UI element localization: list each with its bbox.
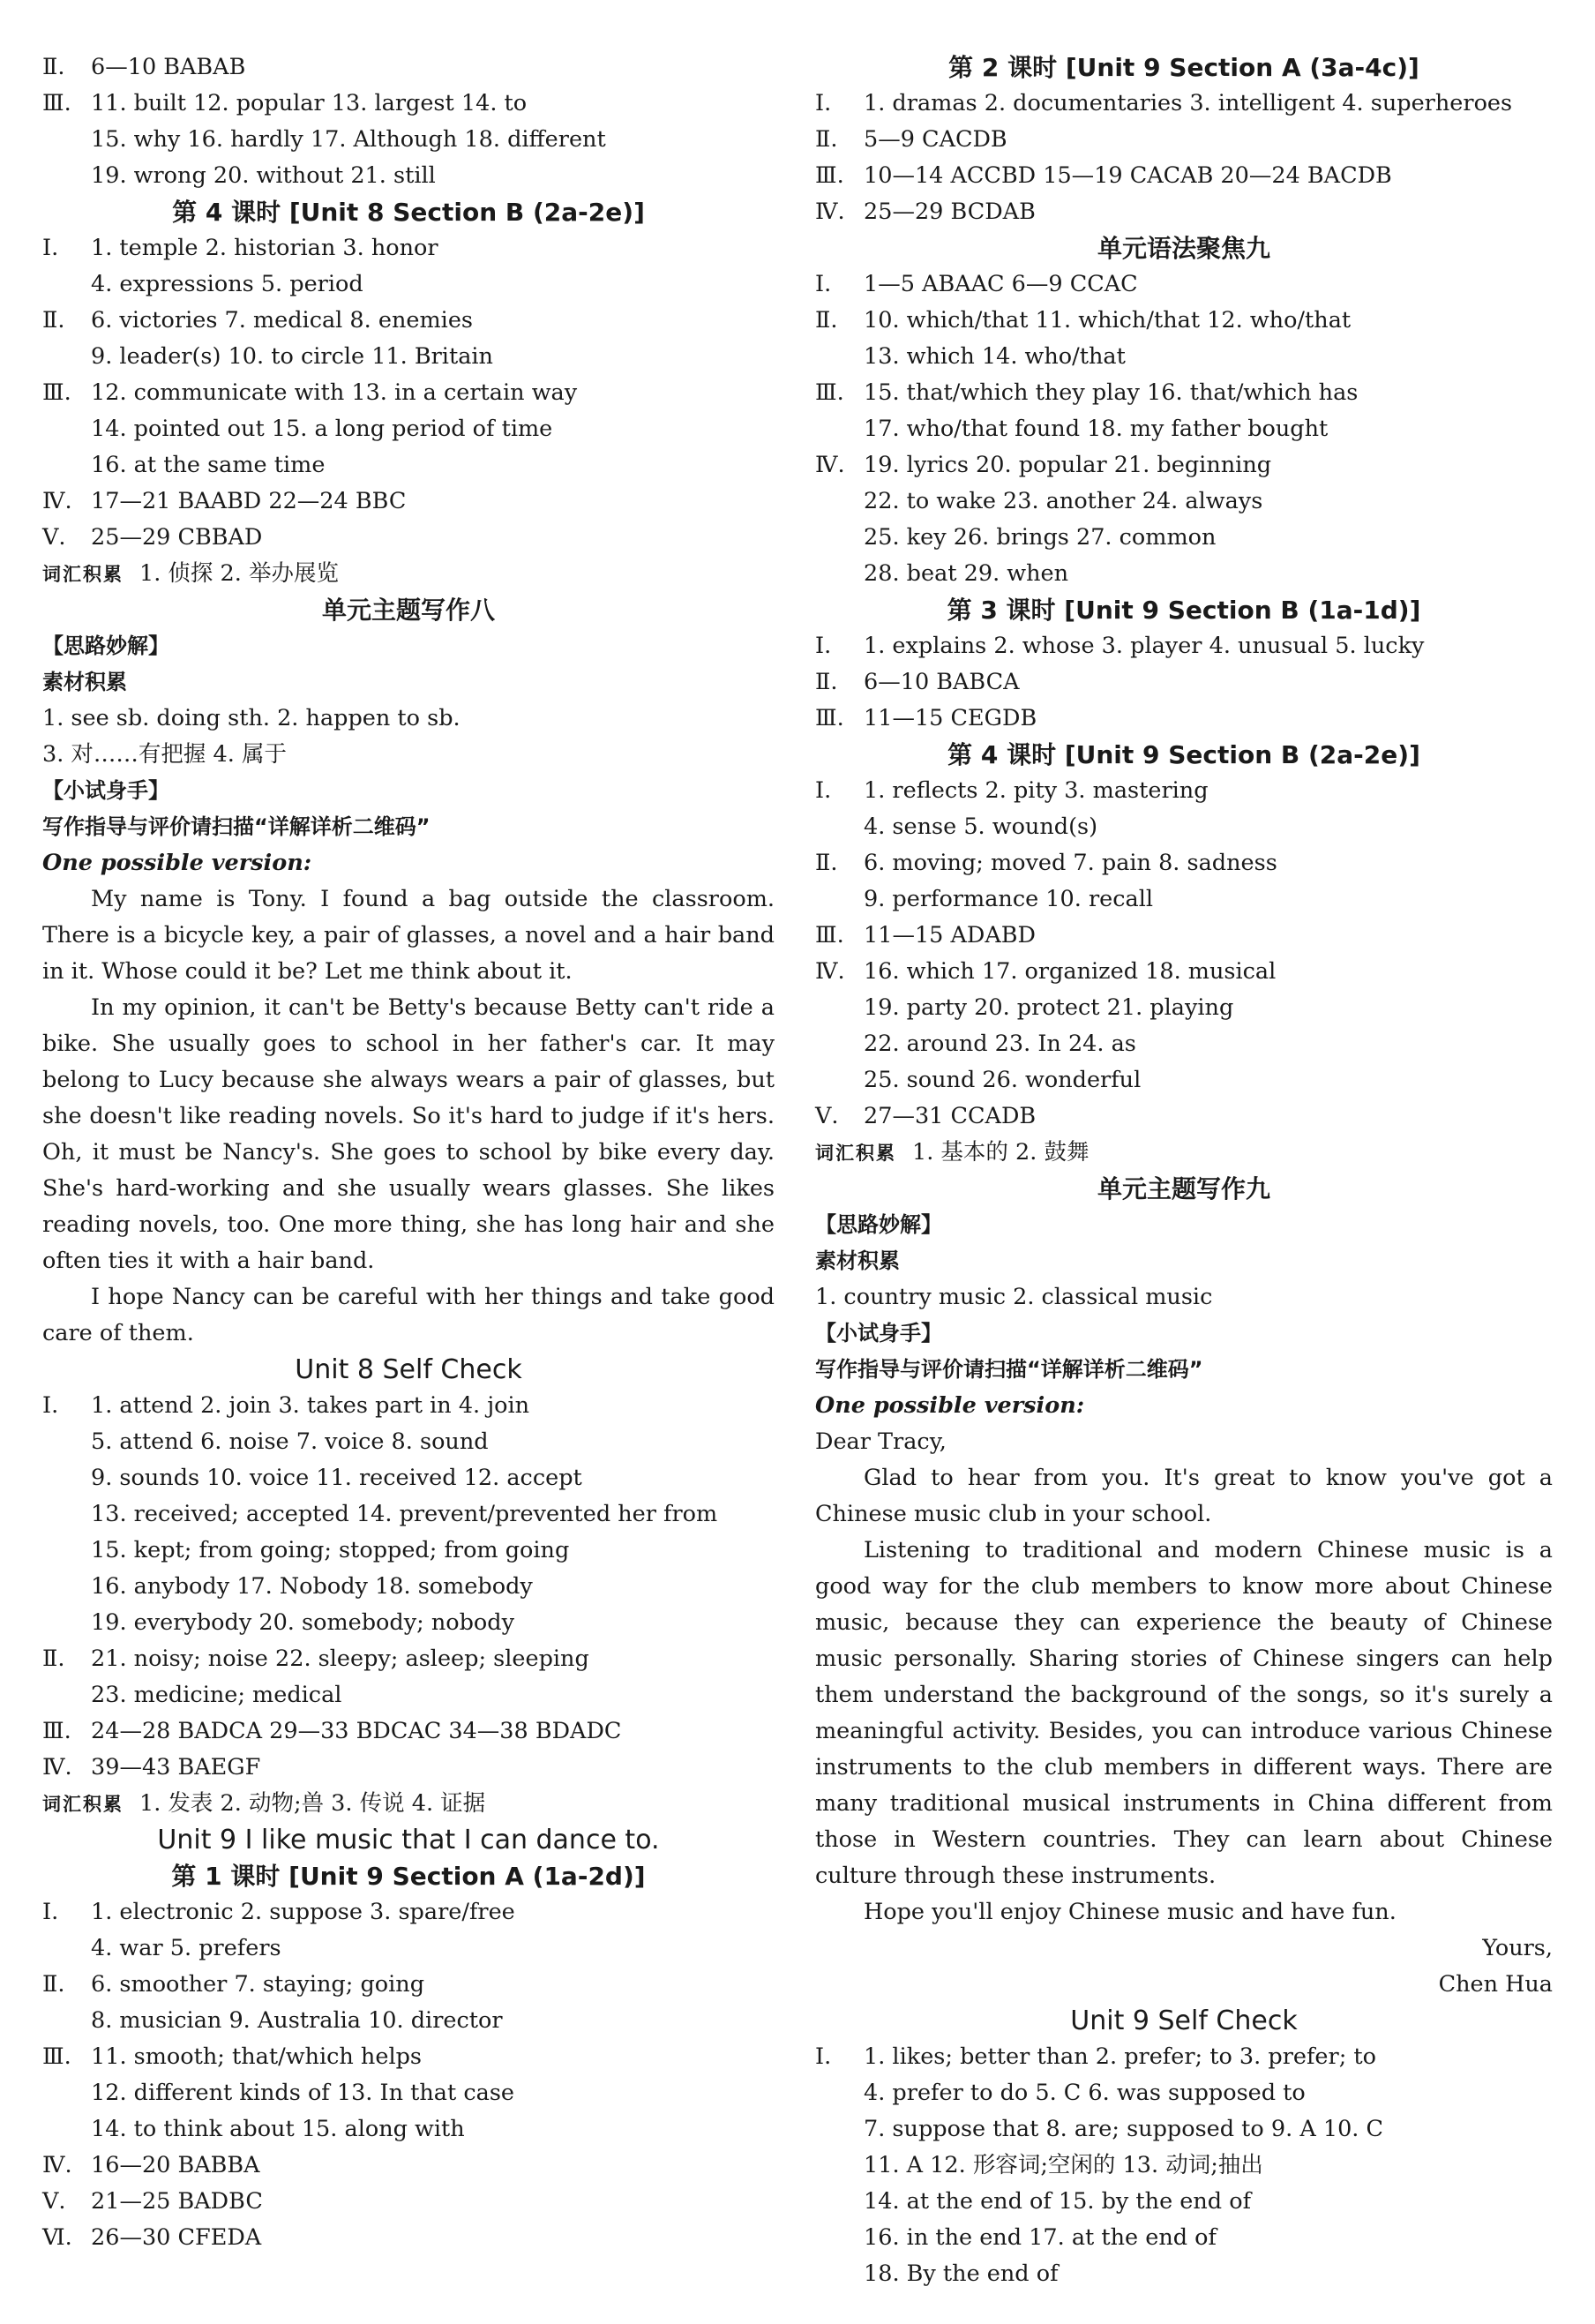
answer-line: 9. leader(s) 10. to circle 11. Britain [91,343,493,370]
answer-line: 18. By the end of [864,2260,1059,2287]
answer-line: 17. who/that found 18. my father bought [864,416,1329,442]
answer-line: 12. different kinds of 13. In that case [91,2080,514,2106]
answer-line [815,122,1553,158]
letter-greeting: Dear Tracy, [815,1428,947,1455]
answer-line: 4. prefer to do 5. C 6. was supposed to [864,2080,1306,2106]
section-numeral: Ⅱ. [815,126,838,153]
letter-paragraph: Glad to hear from you. It's great to know you've got a Chinese music club in your school. [815,1465,1553,1527]
answer-line [815,664,1553,701]
answer-line: 13. received; accepted 14. prevent/prevented her from [91,1501,718,1527]
answer-text: 26—30 CFEDA [91,2224,262,2251]
answer-line: 14. pointed out 15. a long period of time [91,416,553,442]
lesson-heading: 第 4 课时 [Unit 9 Section B (2a-2e)] [947,740,1420,769]
answer-text: 17—21 BAABD 22—24 BBC [91,488,407,514]
answer-line: 14. at the end of 15. by the end of [864,2188,1252,2215]
answer-text: 6. smoother 7. staying; going [91,1971,425,1998]
answer-line [815,773,1553,809]
answer-line [42,49,775,86]
answer-line: 4. sense 5. wound(s) [864,813,1098,840]
section-numeral: Ⅳ. [42,1754,72,1780]
writing-heading: 单元主题写作八 [321,596,495,625]
lesson-heading: 第 4 课时 [Unit 8 Section B (2a-2e)] [172,198,645,227]
section-numeral: Ⅱ. [42,307,65,334]
answer-line: 23. medicine; medical [91,1682,342,1708]
answer-text: 15. that/which they play 16. that/which has [864,379,1359,406]
vocab-text: 1. 发表 2. 动物;兽 3. 传说 4. 证据 [139,1790,486,1817]
section-numeral: Ⅲ. [815,379,844,406]
answer-line: 4. expressions 5. period [91,271,363,297]
answer-line: 28. beat 29. when [864,560,1069,587]
self-check-heading: Unit 8 Self Check [295,1354,522,1385]
answer-line: 11. A 12. 形容词;空闲的 13. 动词;抽出 [864,2152,1263,2178]
section-numeral: Ⅳ. [42,488,72,514]
answer-text: 21. noisy; noise 22. sleepy; asleep; sleeping [91,1646,589,1672]
answer-text: 1. explains 2. whose 3. player 4. unusual 5. lucky [864,633,1425,659]
answer-line: 19. wrong 20. without 21. still [91,162,436,189]
vocab-text: 1. 基本的 2. 鼓舞 [912,1139,1090,1166]
answer-line [42,1388,775,1424]
vocab-line [42,1786,775,1822]
answer-text: 6—10 BABAB [91,54,246,80]
letter-paragraph: Hope you'll enjoy Chinese music and have fun. [864,1899,1397,1925]
answer-text: 1. likes; better than 2. prefer; to 3. prefer; to [864,2043,1376,2070]
section-numeral: Ⅲ. [815,162,844,189]
answer-line [42,303,775,339]
answer-text: 1. dramas 2. documentaries 3. intelligent 4. superheroes [864,90,1513,116]
section-numeral: Ⅴ. [42,524,66,551]
section-numeral: Ⅰ. [42,1392,59,1419]
answer-text: 16—20 BABBA [91,2152,260,2178]
section-numeral: Ⅵ. [42,2224,72,2251]
answer-line: 25. sound 26. wonderful [864,1067,1142,1093]
section-numeral: Ⅳ. [815,958,845,985]
answer-line: 16. in the end 17. at the end of [864,2224,1217,2251]
section-numeral: Ⅳ. [815,199,845,225]
material-line: 1. country music 2. classical music [815,1284,1213,1310]
section-numeral: Ⅲ. [42,90,71,116]
section-label: 【思路妙解】 [42,633,169,658]
self-check-heading: Unit 9 Self Check [1070,2005,1298,2036]
answer-line [42,1750,775,1786]
section-label: 【思路妙解】 [815,1212,942,1237]
vocab-tag: 词汇积累 [815,1143,896,1164]
answer-text: 12. communicate with 13. in a certain way [91,379,578,406]
answer-text: 6—10 BABCA [864,669,1020,695]
answer-line [815,1098,1553,1135]
section-numeral: Ⅳ. [815,452,845,478]
vocab-tag: 词汇积累 [42,564,124,585]
section-numeral: Ⅳ. [42,2152,72,2178]
essay-paragraph: I hope Nancy can be careful with her things and take good care of them. [42,1284,775,1346]
unit-title: Unit 9 I like music that I can dance to. [157,1825,660,1855]
answer-line: 15. kept; from going; stopped; from going [91,1537,570,1563]
vocab-line [42,556,775,592]
material-line: 3. 对……有把握 4. 属于 [42,741,287,768]
section-label: 【小试身手】 [42,778,169,803]
answer-line: 4. war 5. prefers [91,1935,281,1961]
answer-line: 14. to think about 15. along with [91,2116,465,2142]
answer-line: 19. everybody 20. somebody; nobody [91,1609,515,1636]
answer-line [815,375,1553,411]
answer-line [815,158,1553,194]
answer-line [42,2039,775,2075]
version-label: One possible version: [42,850,312,876]
answer-line [815,86,1553,122]
version-label: One possible version: [815,1392,1085,1419]
answer-line: 8. musician 9. Australia 10. director [91,2007,503,2034]
answer-line [815,845,1553,881]
section-numeral: Ⅰ. [815,2043,832,2070]
answer-line: 25. key 26. brings 27. common [864,524,1217,551]
section-numeral: Ⅰ. [815,90,832,116]
answer-line: 9. sounds 10. voice 11. received 12. accept [91,1465,582,1491]
section-numeral: Ⅴ. [42,2188,66,2215]
answer-line [42,2220,775,2256]
essay-paragraph: My name is Tony. I found a bag outside the classroom. There is a bicycle key, a pair of glasses, a novel and a hair band in it. Whose could it be? Let me think about it. [42,886,775,985]
answer-line [815,918,1553,954]
section-numeral: Ⅱ. [42,1646,65,1672]
answer-line: 16. anybody 17. Nobody 18. somebody [91,1573,533,1600]
lesson-heading: 第 1 课时 [Unit 9 Section A (1a-2d)] [171,1862,646,1891]
section-numeral: Ⅱ. [42,54,65,80]
section-numeral: Ⅲ. [42,1718,71,1744]
answer-text: 39—43 BAEGF [91,1754,261,1780]
writing-heading: 单元主题写作九 [1097,1174,1270,1203]
answer-text: 11. built 12. popular 13. largest 14. to [91,90,528,116]
answer-line [42,520,775,556]
answer-line [42,86,775,122]
answer-text: 1—5 ABAAC 6—9 CCAC [864,271,1138,297]
section-numeral: Ⅱ. [815,669,838,695]
answer-text: 10. which/that 11. which/that 12. who/that [864,307,1352,334]
answer-line: 19. party 20. protect 21. playing [864,994,1234,1021]
answer-line [42,1713,775,1750]
answer-text: 1. electronic 2. suppose 3. spare/free [91,1899,515,1925]
letter-paragraph: Listening to traditional and modern Chinese music is a good way for the club members to know more about Chinese music, because they can experience the beauty of Chinese music personally. Sharing stories of Chinese singers can help them understand the background of the songs, so it's surely a meaningful activity. Besides, you can introduce various Chinese instruments to the club members in different ways. There are many traditional musical instruments in China different from those in Western countries. They can learn about Chinese culture through these instruments. [815,1537,1553,1889]
section-numeral: Ⅲ. [815,705,844,731]
answer-text: 25—29 CBBAD [91,524,263,551]
guide-note: 写作指导与评价请扫描“详解详析二维码” [815,1357,1203,1382]
material-line: 1. see sb. doing sth. 2. happen to sb. [42,705,461,731]
section-label: 【小试身手】 [815,1321,942,1346]
section-numeral: Ⅱ. [815,850,838,876]
section-numeral: Ⅰ. [815,633,832,659]
answer-text: 21—25 BADBC [91,2188,263,2215]
answer-text: 5—9 CACDB [864,126,1007,153]
guide-note: 写作指导与评价请扫描“详解详析二维码” [42,814,431,839]
answer-line: 13. which 14. who/that [864,343,1126,370]
section-numeral: Ⅱ. [42,1971,65,1998]
answer-text: 11. smooth; that/which helps [91,2043,423,2070]
answer-text: 19. lyrics 20. popular 21. beginning [864,452,1272,478]
answer-line [42,484,775,520]
section-numeral: Ⅰ. [42,235,59,261]
section-numeral: Ⅴ. [815,1103,839,1129]
subsection-label: 素材积累 [815,1248,900,1273]
essay-paragraph: In my opinion, it can't be Betty's because Betty can't ride a bike. She usually goes to school in her father's car. It may belong to Lucy because she always wears a pair of glasses, but she doesn't like reading novels. So it's hard to judge if it's hers. Oh, it must be Nancy's. She goes to school by bike every day. She's hard-working and she usually wears glasses. She likes reading novels, too. One more thing, she has long hair and she often ties it with a hair band. [42,994,775,1274]
letter-signature: Chen Hua [1438,1971,1553,1998]
answer-line [815,266,1553,303]
right-column [815,49,1553,2292]
answer-text: 24—28 BADCA 29—33 BDCAC 34—38 BDADC [91,1718,622,1744]
subsection-label: 素材积累 [42,670,127,694]
answer-line [42,1894,775,1930]
answer-text: 11—15 CEGDB [864,705,1037,731]
answer-line [42,375,775,411]
answer-line [42,1641,775,1677]
answer-text: 1. reflects 2. pity 3. mastering [864,777,1209,804]
answer-line: 15. why 16. hardly 17. Although 18. different [91,126,606,153]
answer-line [42,2148,775,2184]
answer-line [815,2039,1553,2075]
vocab-line [815,1135,1553,1171]
answer-line [815,447,1553,484]
section-numeral: Ⅰ. [42,1899,59,1925]
answer-line [42,2184,775,2220]
answer-text: 6. victories 7. medical 8. enemies [91,307,473,334]
letter-closing: Yours, [1482,1935,1553,1961]
section-numeral: Ⅰ. [815,777,832,804]
answer-line: 16. at the same time [91,452,326,478]
section-numeral: Ⅲ. [42,2043,71,2070]
section-numeral: Ⅰ. [815,271,832,297]
answer-text: 25—29 BCDAB [864,199,1036,225]
answer-line [815,194,1553,230]
section-numeral: Ⅲ. [42,379,71,406]
answer-text: 11—15 ADABD [864,922,1036,948]
answer-line [815,303,1553,339]
answer-line [815,701,1553,737]
answer-text: 16. which 17. organized 18. musical [864,958,1277,985]
answer-text: 27—31 CCADB [864,1103,1037,1129]
section-numeral: Ⅲ. [815,922,844,948]
section-numeral: Ⅱ. [815,307,838,334]
lesson-heading: 第 2 课时 [Unit 9 Section A (3a-4c)] [948,53,1419,82]
answer-text: 6. moving; moved 7. pain 8. sadness [864,850,1277,876]
vocab-tag: 词汇积累 [42,1794,124,1815]
answer-line: 22. to wake 23. another 24. always [864,488,1263,514]
answer-line: 7. suppose that 8. are; supposed to 9. A 10. C [864,2116,1384,2142]
answer-line [815,954,1553,990]
vocab-text: 1. 侦探 2. 举办展览 [139,560,339,587]
answer-line: 9. performance 10. recall [864,886,1154,912]
answer-text: 10—14 ACCBD 15—19 CACAB 20—24 BACDB [864,162,1392,189]
answer-line [42,230,775,266]
lesson-heading: 第 3 课时 [Unit 9 Section B (1a-1d)] [947,596,1421,625]
left-column [42,49,775,2256]
answer-line: 22. around 23. In 24. as [864,1031,1136,1057]
answer-line [42,1967,775,2003]
answer-line: 5. attend 6. noise 7. voice 8. sound [91,1428,489,1455]
grammar-heading: 单元语法聚焦九 [1097,234,1270,263]
answer-line [815,628,1553,664]
answer-text: 1. temple 2. historian 3. honor [91,235,438,261]
answer-text: 1. attend 2. join 3. takes part in 4. join [91,1392,530,1419]
